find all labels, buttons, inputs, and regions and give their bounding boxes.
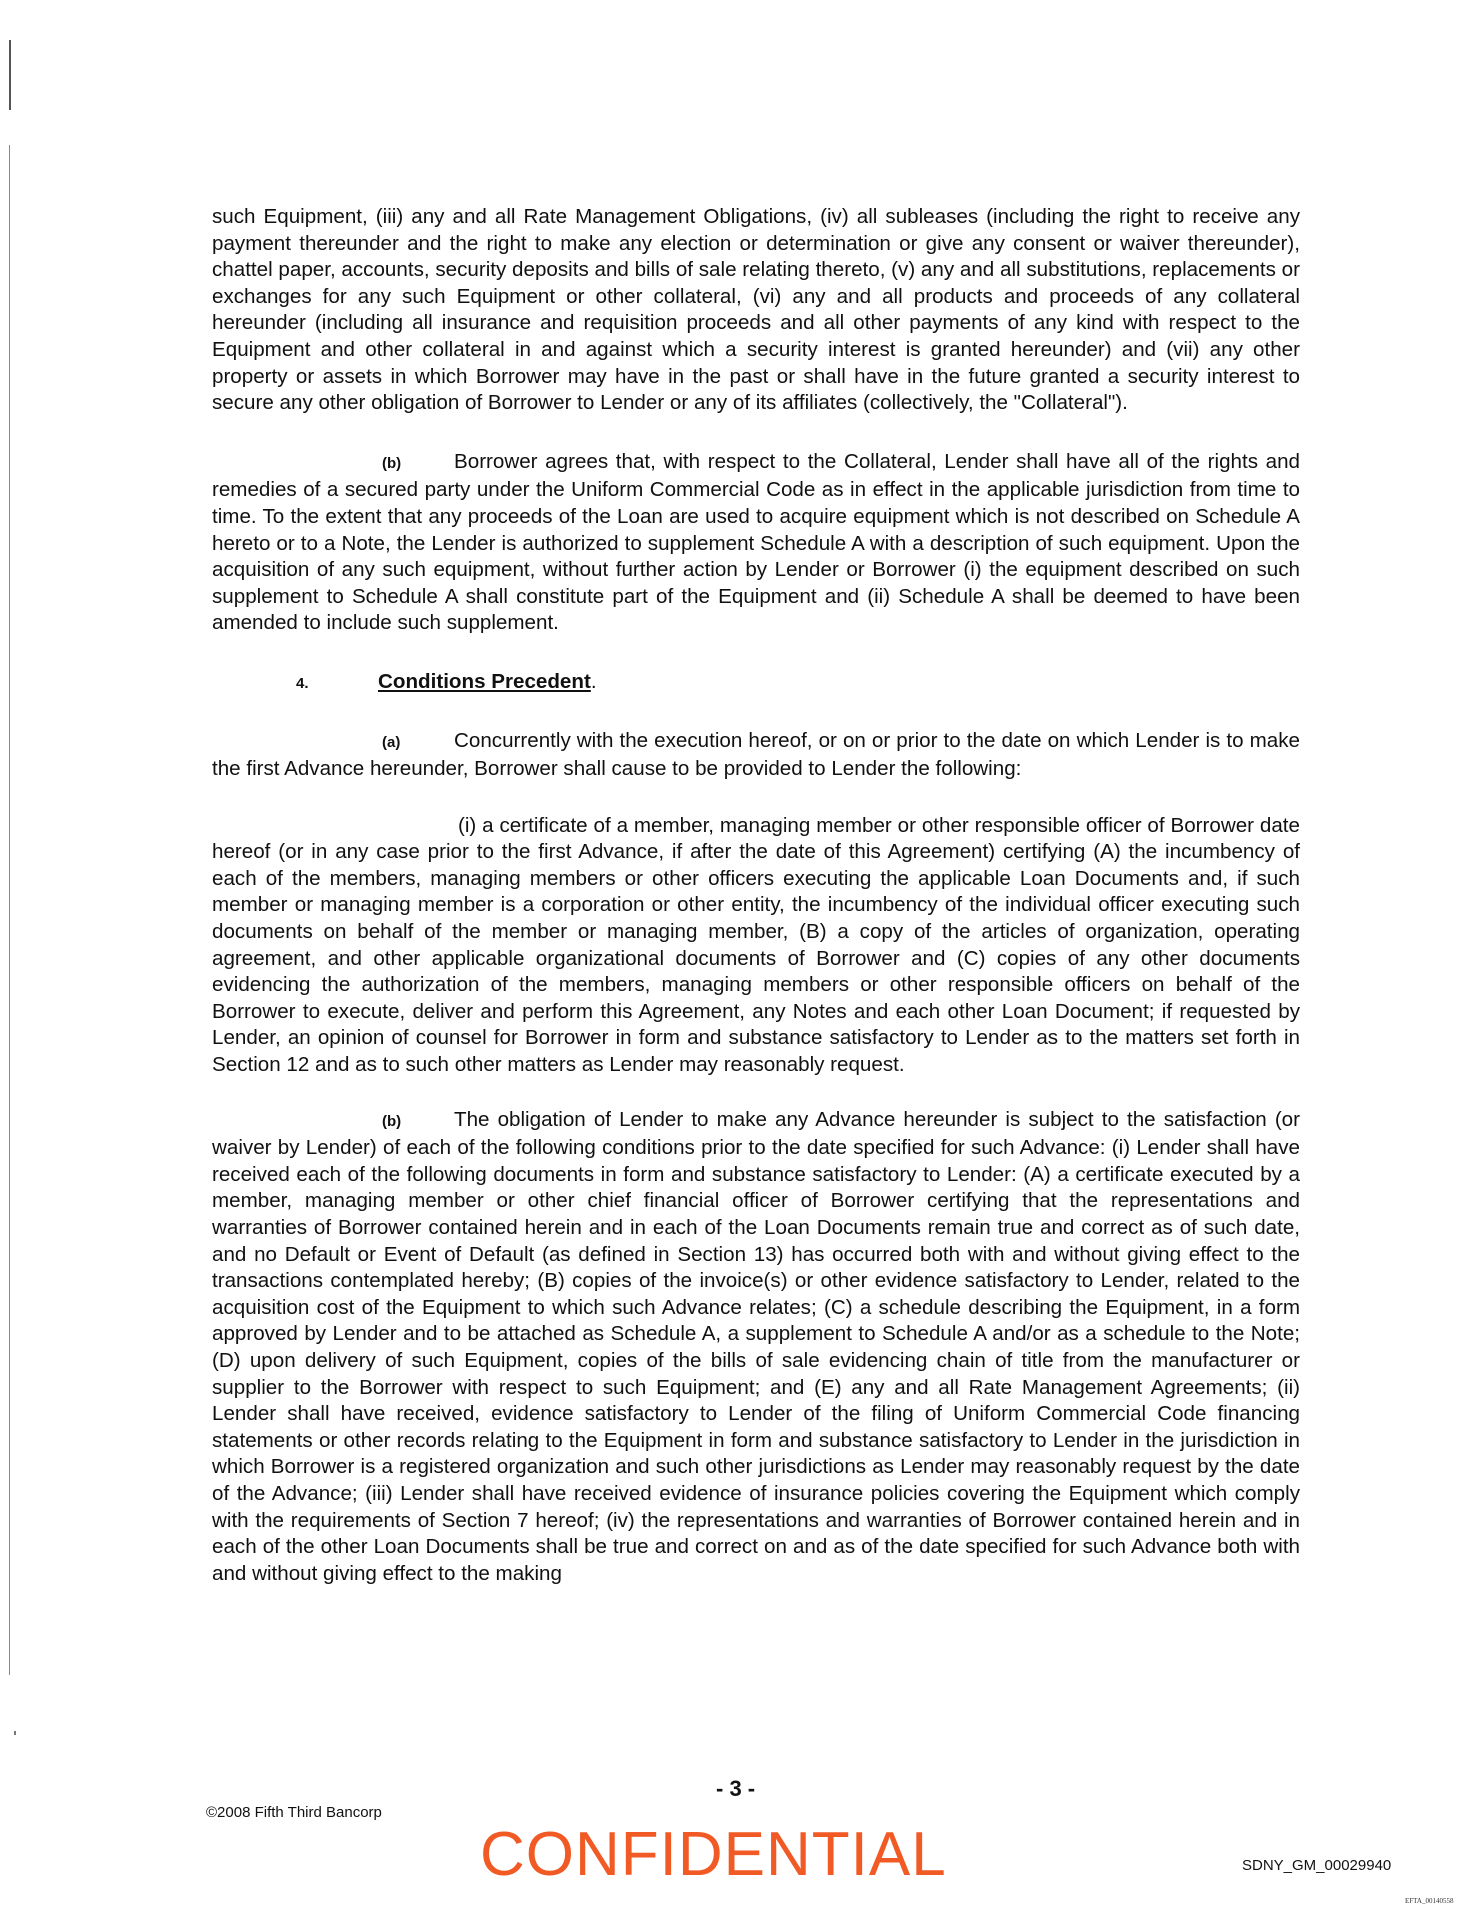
section-number: 4.	[296, 674, 309, 692]
copyright-notice: ©2008 Fifth Third Bancorp	[206, 1804, 382, 1821]
section-heading	[212, 669, 1300, 698]
document-body	[212, 204, 1300, 1587]
paragraph-4b	[212, 1107, 1300, 1588]
clause-text: Concurrently with the execution hereof, or on or prior to the date on which Lender is to make the first Advance hereunder, Borrower shall cause to be provided to Lender the following:	[212, 728, 1300, 781]
paragraph-4a-i: (i) a certificate of a member, managing member or other responsible officer of Borrower date hereof (or in any case prior to the first Advance, if after the date of this Agreement) certifying (A) the incumbency of each of the members, managing members or other officers executing the applicable Loan Documents and, if such member or managing member is a corporation or other entity, the incumbency of the individual officer executing such documents on behalf of the member or managing member, (B) a copy of the articles of organization, operating agreement, and other applicable organizational documents of Borrower and (C) copies of any other documents evidencing the authorization of the members, managing members or other responsible officers on behalf of the Borrower to execute, deliver and perform this Agreement, any Notes and each other Loan Document; if requested by Lender, an opinion of counsel for Borrower in form and substance satisfactory to Lender as to the matters set forth in Section 12 and as to such other matters as Lender may reasonably request.	[212, 813, 1300, 1077]
page-number: - 3 -	[716, 1776, 756, 1801]
section-title-punct: .	[590, 669, 597, 693]
confidential-stamp: CONFIDENTIAL	[480, 1820, 947, 1889]
section-title: Conditions Precedent	[378, 669, 591, 693]
scan-mark	[14, 1731, 16, 1735]
scan-margin-line	[9, 40, 11, 110]
paragraph-4a	[212, 728, 1300, 783]
bates-number: SDNY_GM_00029940	[1242, 1857, 1392, 1874]
clause-text: Borrower agrees that, with respect to the Collateral, Lender shall have all of the rights and remedies of a secured party under the Uniform Commercial Code as in effect in the applicable jurisdiction from time to time. To the extent that any proceeds of the Loan are used to acquire equipment which is not described on Schedule A hereto or to a Note, the Lender is authorized to supplement Schedule A with a description of such equipment. Upon the acquisition of any such equipment, without further action by Lender or Borrower (i) the equipment described on such supplement to Schedule A shall constitute part of the Equipment and (ii) Schedule A shall be deemed to have been amended to include such supplement.	[212, 449, 1300, 635]
paragraph-3b	[212, 449, 1300, 637]
clause-label: (b)	[382, 454, 402, 472]
clause-label: (b)	[382, 1112, 402, 1130]
paragraph-collateral-continuation: such Equipment, (iii) any and all Rate Management Obligations, (iv) all subleases (including the right to receive any payment thereunder and the right to make any election or determination or give any consent or waiver thereunder), chattel paper, accounts, security deposits and bills of sale relating thereto, (v) any and all substitutions, replacements or exchanges for any such Equipment or other collateral, (vi) any and all products and proceeds of any collateral hereunder (including all insurance and requisition proceeds and all other payments of any kind with respect to the Equipment and other collateral in and against which a security interest is granted hereunder) and (vii) any other property or assets in which Borrower may have in the past or shall have in the future granted a security interest to secure any other obligation of Borrower to Lender or any of its affiliates (collectively, the "Collateral").	[212, 205, 1300, 415]
efta-number: EFTA_00140558	[1405, 1897, 1454, 1905]
clause-label: (a)	[382, 733, 401, 751]
clause-text: The obligation of Lender to make any Advance hereunder is subject to the satisfaction (or waiver by Lender) of each of the following conditions prior to the date specified for such Advance: (i) Lender shall have received each of the following documents in form and substance satisfactory to Lender: (A) a certificate executed by a member, managing member or other chief financial officer of Borrower certifying that the representations and warranties of Borrower contained herein and in each of the Loan Documents remain true and correct as of such date, and no Default or Event of Default (as defined in Section 13) has occurred both with and without giving effect to the transactions contemplated hereby; (B) copies of the invoice(s) or other evidence satisfactory to Lender, related to the acquisition cost of the Equipment to which such Advance relates; (C) a schedule describing the Equipment, in a form approved by Lender and to be attached as Schedule A, a supplement to Schedule A and/or as a schedule to the Note; (D) upon delivery of such Equipment, copies of the bills of sale evidencing chain of title from the manufacturer or supplier to the Borrower with respect to such Equipment; and (E) any and all Rate Management Agreements; (ii) Lender shall have received, evidence satisfactory to Lender of the filing of Uniform Commercial Code financing statements or other records relating to the Equipment in form and substance satisfactory to Lender in the jurisdiction in which Borrower is a registered organization and such other jurisdictions as Lender may reasonably request by the date of the Advance; (iii) Lender shall have received evidence of insurance policies covering the Equipment which comply with the requirements of Section 7 hereof; (iv) the representations and warranties of Borrower contained herein and in each of the other Loan Documents shall be true and correct on and as of the date specified for such Advance both with and without giving effect to the making	[212, 1107, 1300, 1585]
scan-margin-line	[9, 145, 10, 1675]
